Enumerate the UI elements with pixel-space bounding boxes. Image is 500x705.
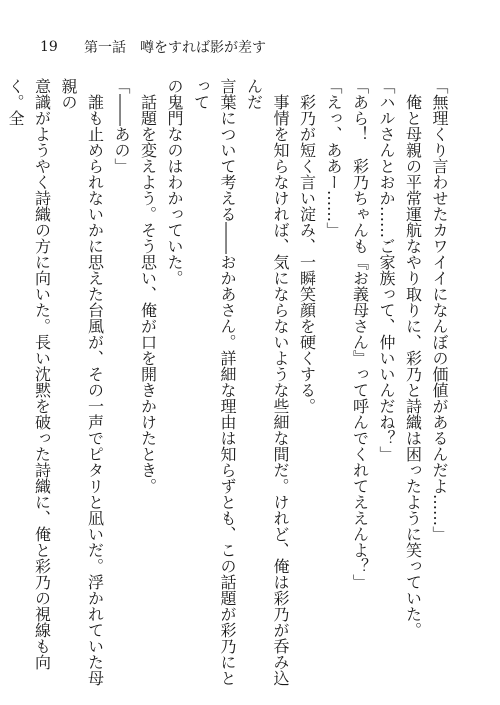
text-line: 「あら！ 彩乃ちゃんも『お義母さん』って呼んでくれてええんよ？」 [350, 78, 370, 590]
text-line: 「無理くり言わせたカワイイになんぼの価値があるんだよ……」 [430, 78, 449, 542]
body-text [6, 78, 452, 688]
text-line: 誰も止められないかに思えた台風が、その一声でピタリと凪いだ。浮かれていた母親の [59, 78, 105, 686]
chapter-title: 噂をすれば影が差す [140, 40, 266, 56]
page-header [40, 36, 480, 58]
text-line: 事情を知らなければ、気にならないような些細な間だ。けれど、俺は彩乃が呑み込んだ [244, 78, 290, 686]
text-line: 言葉について考える――おかあさん。詳細な理由は知らずとも、この話題が彩乃にとって [191, 78, 237, 686]
text-line: 彩乃が短く言い淀み、一瞬笑顔を硬くする。 [297, 78, 317, 414]
text-line: 「――あの」 [112, 78, 131, 174]
text-line: 「えっ、ああー……」 [324, 78, 343, 238]
text-line: 「ハルさんとおか……ご家族って、仲いいんだね？」 [377, 78, 396, 462]
text-line: 話題を変えよう。そう思い、俺が口を開きかけたとき。 [138, 78, 158, 494]
text-line: の鬼門なのはわかっていた。 [165, 78, 184, 286]
page-number: 19 [40, 39, 58, 55]
text-line: 俺と母親の平常運航なやり取りに、彩乃と詩織は困ったように笑っていた。 [403, 78, 423, 638]
text-line: 意識がようやく詩織の方に向いた。長い沈黙を破った詩織に、俺と彩乃の視線も向く。全 [6, 78, 52, 670]
chapter-label: 第一話 [84, 40, 126, 56]
text-line [0, 78, 2, 688]
